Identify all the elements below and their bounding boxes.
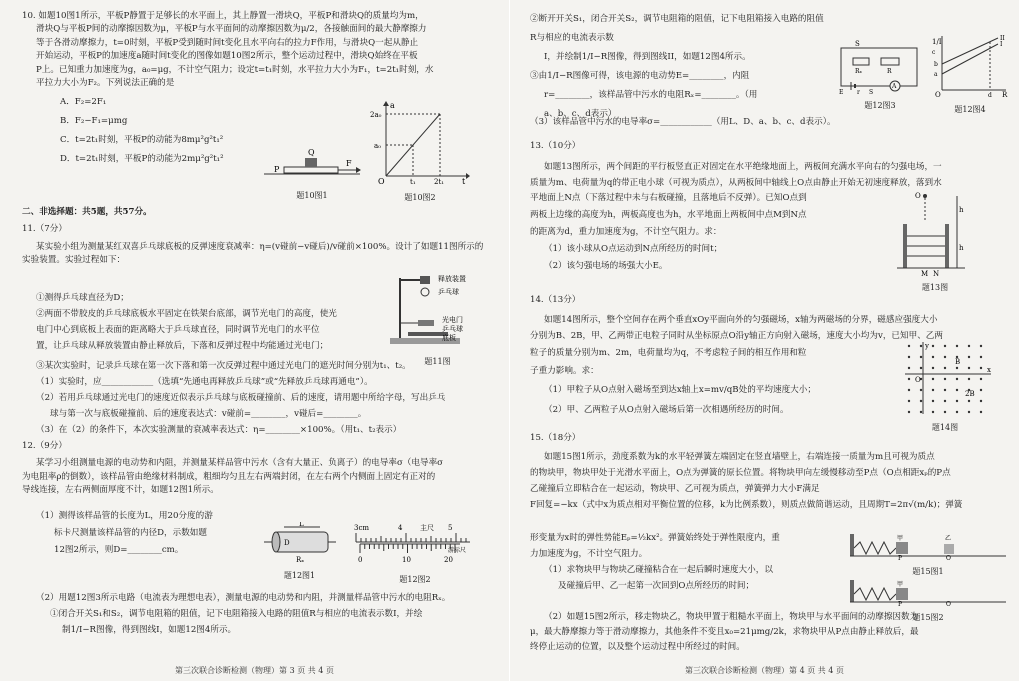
q12-line: 导线连接，左右两侧面厚度不计，如题12图1所示。 <box>22 485 219 496</box>
figure-caption: 题15图1 <box>912 567 944 577</box>
q15-sub: （2）如题15图2所示，移走物块乙，物块甲置于粗糙水平面上，物块甲与水平面间的动摩擦因数为 <box>544 612 919 622</box>
vernier-label: 0 <box>358 556 363 564</box>
svg-text:O: O <box>378 177 385 186</box>
svg-text:h: h <box>959 206 964 214</box>
q14-heading: 14.（13分） <box>530 295 581 305</box>
figure-15-1 <box>848 532 1008 577</box>
q12-cont-line: I，并绘制1/I−R图像，得到图线II，如题12图4所示。 <box>544 52 751 62</box>
q12-cont-line: ③由1/I−R图像可得，该电源的电动势E=________，内阻 <box>530 71 750 81</box>
q11-step: ①测得乒乓球直径为D； <box>36 293 129 303</box>
svg-text:R: R <box>1002 91 1008 98</box>
figure-caption: 题10图1 <box>296 191 328 201</box>
svg-text:O: O <box>946 555 951 560</box>
sample-tube-diagram <box>262 522 337 564</box>
q10-line: P上。已知重力加速度为g，a₀=μg，不计空气阻力；设定t=t₁时刻，水平拉力大小为F₁，t=2t₁时刻，水 <box>36 64 434 75</box>
svg-text:a: a <box>934 71 938 78</box>
q14-sub: （1）甲粒子从O点射入磁场至到达x轴上x=mv/qB处的平均速度大小； <box>544 385 816 395</box>
q13-heading: 13.（10分） <box>530 141 581 151</box>
figure-10-2 <box>370 100 470 203</box>
inverse-current-graph <box>930 34 1010 98</box>
figure-caption: 题13图 <box>921 283 949 293</box>
q15-sub: μ，最大静摩擦力等于滑动摩擦力，其他条件不变且x₀=21μmg/2k，求物块甲从P点由静止释放后，最 <box>530 627 919 637</box>
svg-text:2a₀: 2a₀ <box>370 111 382 119</box>
svg-text:O: O <box>946 601 951 606</box>
svg-text:S: S <box>855 40 860 48</box>
q12-sub2 <box>22 590 492 638</box>
q11-step: 置，让乒乓球从释放装置由静止释放后，下落和反弹过程中均能通过光电门； <box>36 341 329 351</box>
q10-option-a: A．F₂=2F₁ <box>60 97 107 107</box>
q12-sub1 <box>22 508 262 559</box>
svg-text:y: y <box>925 342 929 350</box>
q14-body <box>530 344 890 420</box>
q10-option-c: C．t=2t₁时刻，平板P的动能为8mμ²g²t₁² <box>60 135 224 145</box>
q14-sub: （2）甲、乙两粒子从O点射入磁场后第一次相遇所经历的时间。 <box>544 405 789 415</box>
q13-line: 的距离为d，重力加速度为g，不计空气阻力。求： <box>530 227 722 237</box>
svg-text:r: r <box>857 89 860 94</box>
q12-cont-line: （3）该样品管中污水的电导率σ=____________（用L、D、a、b、c、d表示）。 <box>530 117 836 127</box>
q12-continued <box>530 10 830 124</box>
svg-text:A: A <box>892 83 897 90</box>
vernier-label: 5 <box>448 524 453 532</box>
svg-text:F: F <box>346 159 352 168</box>
svg-text:M: M <box>921 270 929 276</box>
q13-sub: （1）该小球从O点运动到N点所经历的时间t； <box>544 244 723 254</box>
q15-line: 如题15图1所示，劲度系数为k的水平轻弹簧左端固定在竖直墙壁上，右端连接一质量为m且可视为质点 <box>544 452 935 463</box>
vernier-label: 20 <box>444 556 453 564</box>
vernier-label: 3cm <box>354 524 370 532</box>
svg-text:d: d <box>988 92 992 98</box>
question-12 <box>22 440 492 498</box>
magnetic-field-diagram <box>895 340 995 416</box>
page-3 <box>0 0 509 681</box>
q11-sub: （1）实验时，应____________（选填“先通电再释放乒乓球”或“先释放乒乓球再通电”）。 <box>36 377 373 387</box>
plate-slider-diagram <box>262 138 362 184</box>
figure-caption: 题12图1 <box>283 571 316 581</box>
page-4 <box>510 0 1019 681</box>
q11-step: ②两面不带胶皮的乒乓球底板水平固定在铁架台底部，调节光电门的高度，使光 <box>36 309 337 319</box>
q12-cont-line: ②断开开关S₁，闭合开关S₂，调节电阻箱的阻值，记下电阻箱接入电路的阻值R与相应的电流表示数 <box>530 14 824 43</box>
fig11-label: 乒乓球 <box>442 325 463 333</box>
svg-text:t: t <box>462 177 466 186</box>
q13-line: 平地面上N点（下落过程中未与右板碰撞，且落地后不反弹）。已知O点到 <box>530 193 807 203</box>
svg-text:2t₁: 2t₁ <box>434 178 445 186</box>
figure-12-4 <box>930 34 1010 114</box>
q14-line: 分别为B、2B，甲、乙两带正电粒子同时从坐标原点O沿y轴正方向射入磁场，速度大小均为v，已知甲、乙两 <box>530 331 943 342</box>
svg-text:Rₓ: Rₓ <box>296 556 305 564</box>
q12-line: 某学习小组测量电源的电动势和内阻，并测量某样品管中污水（含有大量正、负离子）的电导率σ（电导率σ <box>36 458 444 469</box>
figure-12-3 <box>835 38 925 111</box>
q11-sub: （2）若用乒乓球通过光电门的速度近似表示乒乓球与底板碰撞前、后的速度，请用题中所给字母，写出乒乓 <box>36 393 446 403</box>
q13-line: 如题13图所示，两个间距的平行板竖直正对固定在水平绝缘地面上，两板间充满水平向右的匀强电场，一 <box>544 162 942 173</box>
svg-text:I: I <box>1000 41 1003 48</box>
svg-text:x: x <box>987 366 991 374</box>
page-footer: 第三次联合诊断检测（物理）第 4 页 共 4 页 <box>685 665 844 675</box>
svg-text:O: O <box>915 376 921 384</box>
svg-text:a: a <box>390 101 395 110</box>
q10-line: 平拉力大小为F₂。下列说法正确的是 <box>36 78 175 89</box>
circuit-diagram <box>835 38 925 94</box>
svg-text:P: P <box>274 165 280 174</box>
q12-sub: 12图2所示，则D=________cm。 <box>54 545 184 555</box>
figure-caption: 题12图2 <box>399 575 431 585</box>
q12-heading: 12.（9分） <box>22 441 67 451</box>
figure-caption: 题10图2 <box>404 193 436 203</box>
vernier-caliper-diagram <box>350 522 480 568</box>
svg-text:t₁: t₁ <box>410 178 416 186</box>
svg-text:S: S <box>869 89 874 94</box>
q12-cont-line: r=________，该样品管中污水的电阻Rₓ=________。（用 <box>544 90 758 100</box>
figure-caption: 题11图 <box>424 357 451 367</box>
svg-text:P: P <box>898 601 903 606</box>
svg-text:E: E <box>839 89 844 94</box>
question-14 <box>530 294 1000 344</box>
acceleration-time-graph <box>370 100 470 186</box>
svg-text:R: R <box>887 68 892 75</box>
q15-body <box>530 530 840 594</box>
q10-line: 等于各滑动摩擦力，t=0时刻，平板P受到随时间t变化且水平向右的拉力F作用，与滑块Q一起从静止 <box>36 37 419 48</box>
figure-11 <box>380 272 495 367</box>
figure-10-1 <box>262 138 362 201</box>
q12-sub: 标卡尺测量该样品管的内径D，示数如题 <box>54 528 207 538</box>
spring-block-diagram-1 <box>848 532 1008 560</box>
vernier-label: 4 <box>398 524 403 532</box>
q13-body <box>530 190 890 275</box>
svg-text:甲: 甲 <box>897 535 904 542</box>
q11-line: 某实验小组为测量某红双喜乒乓球底板的反弹速度衰减率：η=(v碰前−v碰后)/v碰前×100%。设计了如题11图所示的 <box>36 241 484 252</box>
section-heading: 二、非选择题：共5题，共57分。 <box>22 207 152 217</box>
q12-sub: （2）用题12图3所示电路（电流表为理想电表），测量电源的电动势和内阻，并测量样品管中污水的电阻Rₓ。 <box>36 593 451 603</box>
q15-line: 的物块甲，物块甲处于光滑水平面上，O点为弹簧的原长位置。将物块甲向左缓慢移动至P点（O点相距xₚ的P点 <box>530 468 951 479</box>
q15-line: 力加速度为g，不计空气阻力。 <box>530 549 648 559</box>
svg-text:N: N <box>933 270 940 276</box>
fig11-label: 乒乓球 <box>438 288 459 296</box>
q15-line: 形变量为x时的弹性势能Eₚ=½kx²。弹簧始终处于弹性限度内，重 <box>530 533 780 543</box>
parallel-plates-diagram <box>895 190 975 276</box>
apparatus-diagram <box>380 272 495 350</box>
q15-line: 乙碰撞后立即粘合在一起运动，物块甲、乙可视为质点，弹簧弹力大小F满足 <box>530 484 820 495</box>
q12-cont-line: a、b、c、d表示） <box>544 109 617 119</box>
svg-text:c: c <box>932 49 936 56</box>
figure-caption: 题15图2 <box>912 613 944 623</box>
q11-step: ③某次实验时，记录乒乓球在第一次下落和第一次反弹过程中通过光电门的遮光时间分别为t₁、t₂。 <box>36 361 411 371</box>
q11-sub: 球与第一次与底板碰撞前、后的速度表达式：v碰前=________，v碰后=________。 <box>50 409 367 419</box>
vernier-label: 游标尺 <box>448 547 467 554</box>
svg-text:O: O <box>915 192 921 200</box>
q12-sub: ①闭合开关S₁和S₂，调节电阻箱的阻值，记下电阻箱接入电路的阻值R与相应的电流表示数I，并绘 <box>50 609 423 619</box>
q12-sub: 制1/I−R图像，得到图线I，如题12图4所示。 <box>62 625 237 635</box>
q14-line: 子重力影响。求： <box>530 366 599 376</box>
section-2 <box>22 204 492 268</box>
q11-step: 电门中心到底板上表面的距离略大于乒乓球直径，同时调节光电门的水平位 <box>36 325 320 335</box>
fig11-label: 光电门 <box>442 316 463 324</box>
q11-heading: 11.（7分） <box>22 224 67 235</box>
q15-line: F回复=−kx（式中x为质点相对平衡位置的位移，k为比例系数），则质点做简谐运动，且周期T=2π√(m/k)；弹簧 <box>530 500 963 511</box>
svg-text:甲: 甲 <box>897 581 904 588</box>
svg-text:L: L <box>299 522 304 528</box>
fig11-label: 释放装置 <box>438 275 466 283</box>
q10-options <box>22 93 272 169</box>
figure-caption: 题12图4 <box>954 105 986 115</box>
svg-text:1/I: 1/I <box>932 38 942 46</box>
figure-12-2 <box>350 522 480 584</box>
svg-text:P: P <box>898 555 903 560</box>
question-13 <box>530 140 1000 191</box>
q14-line: 粒子的质量分别为m、2m，电荷量均为q，不考虑粒子间的相互作用和粒 <box>530 348 807 358</box>
q15-sub: 终停止运动的位置，以及整个运动过程中所经过的时间。 <box>530 642 745 652</box>
svg-text:Q: Q <box>308 148 315 157</box>
svg-text:Rₓ: Rₓ <box>855 68 863 75</box>
q10-line: 开始运动，平板P的加速度a随时间t变化的图像如题10图2所示，整个运动过程中，滑块Q始终在平板 <box>36 51 418 62</box>
figure-15-2 <box>848 578 1008 623</box>
vernier-label: 10 <box>402 556 411 564</box>
svg-text:O: O <box>935 91 941 98</box>
q15-sub: 及碰撞后甲、乙一起第一次回到O点所经历的时间； <box>558 581 755 591</box>
q13-line: 两板上边缘的高度为h，两板高度也为h，水平地面上两板间中点M到N点 <box>530 210 807 220</box>
figure-14 <box>895 340 995 433</box>
question-10 <box>22 10 492 90</box>
q11-sub: （3）在（2）的条件下，本次实验测量的衰减率表达式：η=________×100%。（用t₁、t₂表示） <box>36 425 402 435</box>
q14-line: 如题14图所示，整个空间存在两个垂直xOy平面向外的匀强磁场，x轴为两磁场的分界，磁感应强度大小 <box>544 315 938 326</box>
spring-block-diagram-2 <box>848 578 1008 606</box>
figure-13 <box>895 190 975 293</box>
figure-caption: 题14图 <box>931 423 959 433</box>
fig11-label: 底板 <box>442 334 456 342</box>
svg-text:a₀: a₀ <box>374 142 381 150</box>
q13-sub: （2）该匀强电场的场强大小E。 <box>544 261 668 271</box>
q10-line: 10. 如题10图1所示，平板P静置于足够长的水平面上，其上静置一滑块Q，平板P和滑块Q的质量均为m， <box>22 11 424 21</box>
q10-line: 滑块Q与平板P间的动摩擦因数为μ，平板P与水平面间的动摩擦因数为μ/2，各接触面间的最大静摩擦力 <box>36 24 427 35</box>
q10-option-d: D．t=2t₁时刻，平板P的动能为2mμ²g²t₁² <box>60 154 224 164</box>
figure-caption: 题12图3 <box>864 101 896 111</box>
q11-subquestions <box>22 358 492 438</box>
q12-sub: （1）测得该样品管的长度为L，用20分度的游 <box>36 511 213 521</box>
page-footer: 第三次联合诊断检测（物理）第 3 页 共 4 页 <box>175 665 334 675</box>
q12-sub3 <box>530 116 1000 129</box>
svg-text:2B: 2B <box>965 390 975 398</box>
svg-text:h: h <box>959 244 964 252</box>
svg-text:乙: 乙 <box>945 535 952 542</box>
svg-text:II: II <box>1000 35 1005 42</box>
svg-text:B: B <box>955 358 961 366</box>
q10-option-b: B．F₂−F₁=μmg <box>60 116 128 126</box>
svg-text:D: D <box>284 539 290 547</box>
q13-line: 质量为m、电荷量为q的带正电小球（可视为质点），从两板间中轴线上O点由静止开始无初速度释放，落到水 <box>530 178 942 189</box>
q11-line: 实验装置。实验过程如下： <box>22 255 126 266</box>
vernier-label: 主尺 <box>420 524 434 532</box>
q15-heading: 15.（18分） <box>530 433 581 443</box>
question-15 <box>530 432 1000 513</box>
q12-line: 为电阻率ρ的倒数），该样品管由绝缘材料制成，粗细均匀且左右两端封闭，在左右两个内侧面上固定有正对的 <box>22 471 436 482</box>
figure-12-1 <box>262 522 337 582</box>
q15-sub: （1）求物块甲与物块乙碰撞粘合在一起后瞬时速度大小，以 <box>544 565 773 575</box>
svg-text:b: b <box>934 61 938 68</box>
q11-steps <box>22 290 372 354</box>
